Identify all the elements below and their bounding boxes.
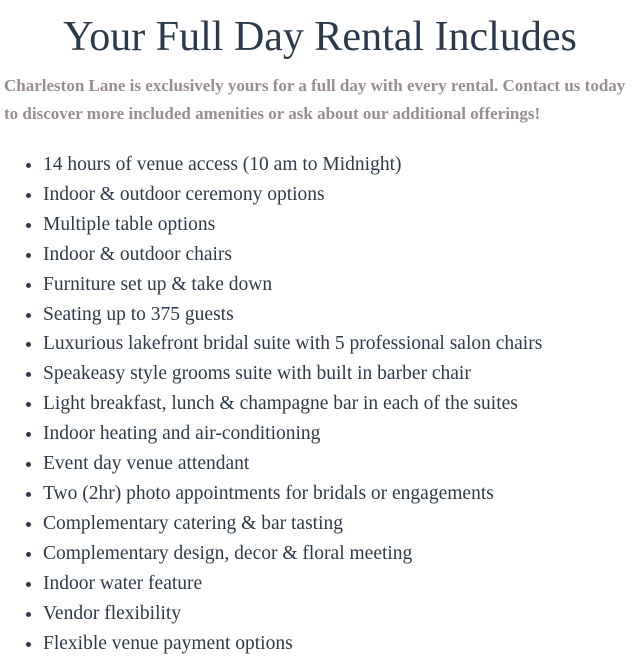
bullet-icon [26,372,31,377]
amenities-list [22,150,542,658]
list-item-label: Complementary design, decor & floral meeting [43,542,413,564]
bullet-icon [26,432,31,437]
list-item-label: Flexible venue payment options [43,632,293,654]
list-item-label: Furniture set up & take down [43,273,273,295]
bullet-icon [26,552,31,557]
bullet-icon [26,223,31,228]
bullet-icon [26,193,31,198]
list-item [22,449,542,479]
list-item [22,270,542,300]
list-item-label: Multiple table options [43,213,216,235]
bullet-icon [26,402,31,407]
list-item [22,329,542,359]
list-item [22,599,542,629]
bullet-icon [26,253,31,258]
list-item-label: Indoor & outdoor ceremony options [43,183,325,205]
list-item [22,240,542,270]
list-item-label: 14 hours of venue access (10 am to Midnight) [43,154,402,175]
list-item-label: Event day venue attendant [43,453,250,475]
list-item [22,359,542,389]
list-item-label: Indoor water feature [43,572,203,594]
list-item-label: Vendor flexibility [43,602,182,624]
page-title: Your Full Day Rental Includes [63,14,577,60]
list-item [22,180,542,210]
list-item-label: Speakeasy style grooms suite with built in barber chair [43,363,471,385]
list-item [22,629,542,659]
bullet-icon [26,342,31,347]
list-item-label: Complementary catering & bar tasting [43,512,343,534]
list-item [22,509,542,539]
bullet-icon [26,492,31,497]
list-item-label: Two (2hr) photo appointments for bridals or engagements [43,482,494,504]
list-item [22,539,542,569]
list-item-label: Indoor heating and air-conditioning [43,423,321,445]
intro-paragraph: Charleston Lane is exclusively yours for a full day with every rental. Contact us today to discover more included amenities or ask about our additional offerings! [4,76,626,123]
list-item-label: Light breakfast, lunch & champagne bar in each of the suites [43,393,518,415]
list-item-label: Indoor & outdoor chairs [43,243,233,265]
list-item [22,569,542,599]
bullet-icon [26,612,31,617]
list-item [22,210,542,240]
list-item-label: Luxurious lakefront bridal suite with 5 professional salon chairs [43,333,543,355]
bullet-icon [26,283,31,288]
bullet-icon [26,522,31,527]
bullet-icon [26,642,31,647]
list-item [22,389,542,419]
list-item [22,479,542,509]
list-item [22,150,542,180]
bullet-icon [26,582,31,587]
list-item [22,300,542,330]
bullet-icon [26,313,31,318]
bullet-icon [26,163,31,168]
list-item [22,419,542,449]
list-item-label: Seating up to 375 guests [43,303,234,325]
bullet-icon [26,462,31,467]
